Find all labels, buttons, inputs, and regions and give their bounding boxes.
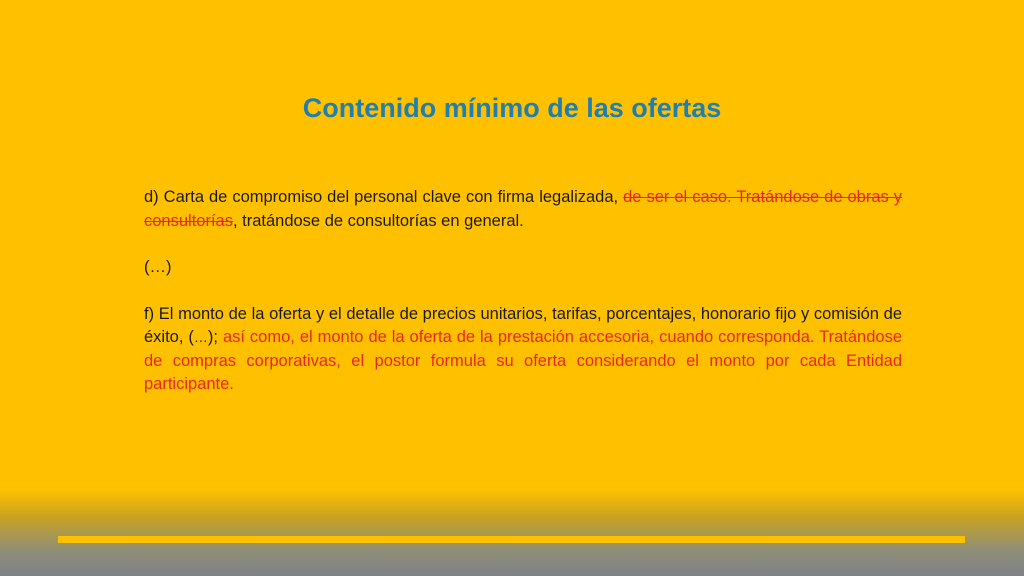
paragraph-f: [144, 303, 902, 397]
paragraph-d-text: d) Carta de compromiso del personal clave con firma legalizada,: [144, 188, 624, 206]
deleted-text: de ser el caso. Tratándose de obras y consultorías: [144, 188, 903, 230]
paragraph-spacer: [144, 280, 902, 303]
bottom-gradient-band: [0, 490, 1024, 576]
ellipsis-text: (…): [144, 258, 172, 276]
paragraph-d: [144, 186, 902, 233]
ellipsis-paragraph: [144, 256, 902, 280]
paragraph-d-text-end: , tratándose de consultorías en general.: [232, 211, 524, 230]
slide-body: [144, 186, 902, 397]
paragraph-f-text: f) El monto de la oferta y el detalle de precios unitarios, tarifas, porcentajes, honorario fijo y comisión de éxito, (: [144, 304, 902, 346]
accent-line: [58, 536, 965, 543]
paragraph-spacer: [144, 233, 902, 256]
inline-ellipsis: …: [193, 329, 208, 345]
added-text: así como, el monto de la oferta de la prestación accesoria, cuando corresponda. Tratándose de compras corporativas, el postor formula su oferta considerando el monto por cada Entidad participante.: [144, 328, 902, 393]
slide-title: Contenido mínimo de las ofertas: [302, 93, 722, 123]
paragraph-f-text-mid: );: [207, 328, 223, 346]
